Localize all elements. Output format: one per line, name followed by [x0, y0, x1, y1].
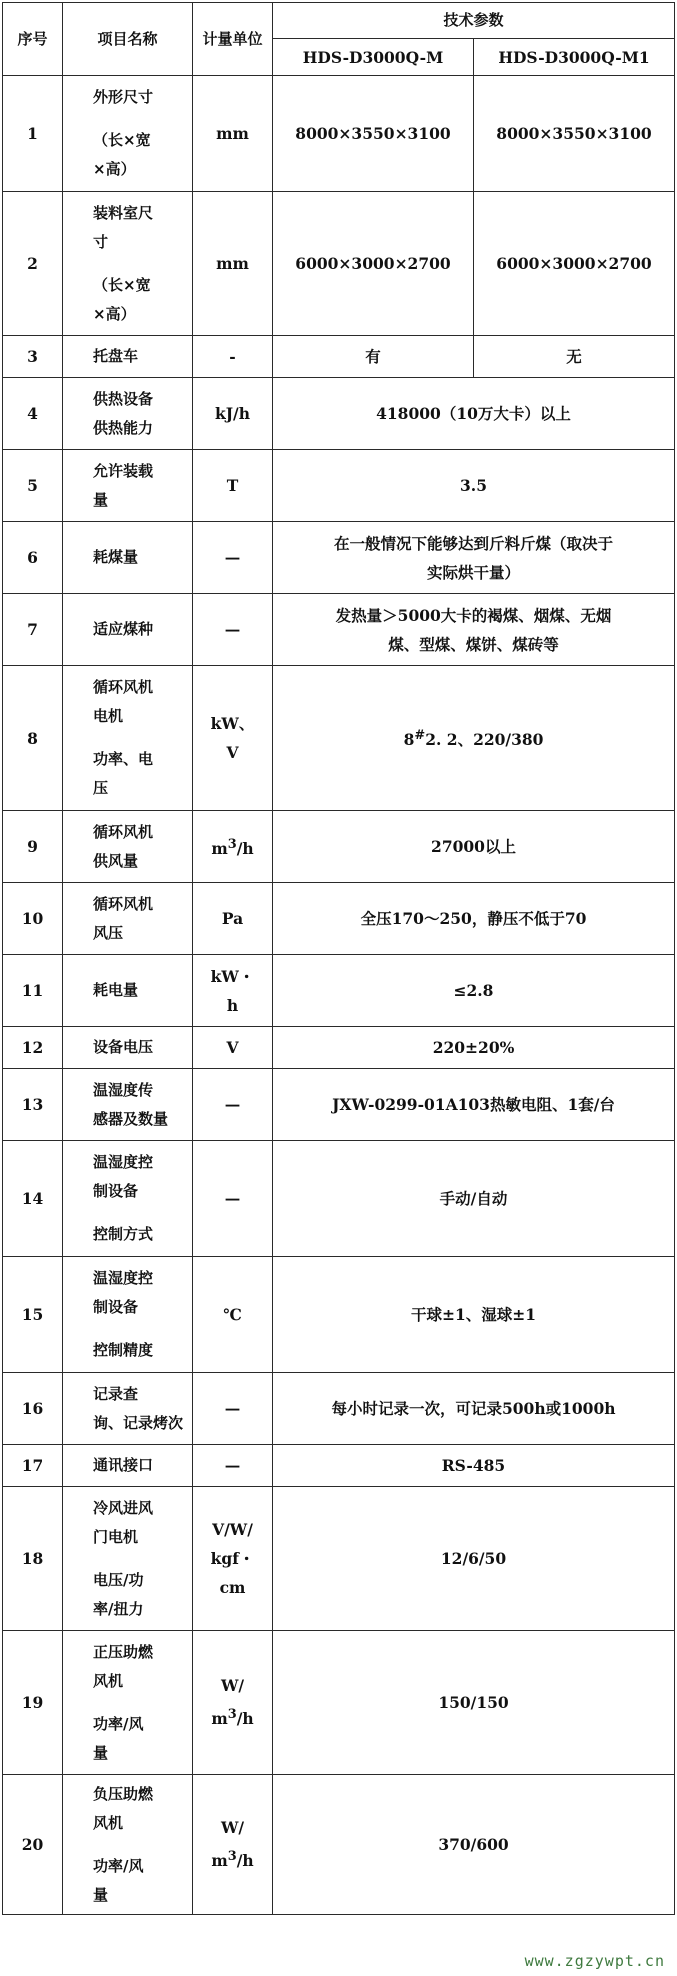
unit-cell: mm [193, 192, 273, 336]
item-name-line: 电压/功 [93, 1570, 144, 1589]
value-line: 发热量＞5000大卡的褐煤、烟煤、无烟 [335, 605, 612, 625]
item-name-line: 制设备 [93, 1298, 139, 1316]
row-number: 7 [3, 594, 63, 666]
item-name-line: （长×宽 [93, 131, 151, 149]
item-name: 设备电压 [63, 1027, 193, 1069]
value-cell-a: 6000×3000×2700 [273, 192, 474, 336]
row-number: 6 [3, 522, 63, 594]
item-name-line: ×高） [93, 304, 136, 323]
item-name-line: 温湿度控 [93, 1153, 154, 1171]
row-number: 9 [3, 811, 63, 883]
row-number: 5 [3, 450, 63, 522]
table-row [3, 1257, 675, 1373]
value-line: 在一般情况下能够达到斤料斤煤（取决于 [334, 533, 614, 553]
row-number: 11 [3, 955, 63, 1027]
table-row [3, 955, 675, 1027]
value-cell: RS-485 [273, 1445, 675, 1487]
row-number: 1 [3, 76, 63, 192]
item-name-line: 风机 [93, 1671, 124, 1690]
item-name-line: 量 [93, 1743, 109, 1762]
unit-cell: — [193, 594, 273, 666]
item-name [63, 1631, 193, 1775]
value-cell [273, 522, 675, 594]
item-name-line: 循环风机 [93, 678, 154, 696]
item-name-line: （长×宽 [93, 275, 151, 294]
unit-line: h [226, 995, 239, 1015]
unit-cell: — [193, 1069, 273, 1141]
header-model-a: HDS-D3000Q-M [273, 39, 474, 76]
spec-table [2, 2, 675, 1915]
table-row [3, 594, 675, 666]
table-row [3, 1487, 675, 1631]
item-name-line: 量 [93, 1885, 109, 1904]
table-row [3, 1631, 675, 1775]
unit-part: m [211, 839, 228, 859]
unit-cell [193, 666, 273, 811]
item-name-line: 风机 [93, 1813, 124, 1832]
item-name [63, 76, 193, 192]
header-unit: 计量单位 [193, 3, 273, 76]
item-name-line: 风压 [93, 923, 124, 942]
unit-cell [193, 1487, 273, 1631]
value-cell [273, 594, 675, 666]
item-name-line: 控制方式 [93, 1225, 154, 1243]
unit-part: /h [236, 1709, 254, 1729]
item-name-line: 控制精度 [93, 1341, 154, 1359]
row-number: 13 [3, 1069, 63, 1141]
unit-line: kW、 [210, 714, 255, 733]
row-number: 15 [3, 1257, 63, 1373]
value-cell: 418000（10万大卡）以上 [273, 378, 675, 450]
value-cell-b: 无 [474, 336, 675, 378]
unit-line: W/ [220, 1676, 245, 1696]
item-name-line: 询、记录烤次 [93, 1413, 184, 1432]
item-name [63, 1775, 193, 1915]
table-row [3, 666, 675, 811]
value-cell: 每小时记录一次，可记录500h或1000h [273, 1373, 675, 1445]
unit-cell: — [193, 522, 273, 594]
value-cell: JXW-0299-01A103热敏电阻、1套/台 [273, 1069, 675, 1141]
item-name-line: 正压助燃 [93, 1642, 154, 1661]
unit-part: /h [236, 839, 254, 859]
table-row [3, 522, 675, 594]
value-cell: 220±20% [273, 1027, 675, 1069]
header-name: 项目名称 [63, 3, 193, 76]
row-number: 3 [3, 336, 63, 378]
row-number: 18 [3, 1487, 63, 1631]
unit-line: W/ [220, 1818, 245, 1838]
item-name-line: 功率/风 [93, 1856, 144, 1875]
table-row [3, 1027, 675, 1069]
unit-sup: 3 [227, 1849, 237, 1865]
unit-cell: kJ/h [193, 378, 273, 450]
value-cell: 手动/自动 [273, 1141, 675, 1257]
value-cell-b: 6000×3000×2700 [474, 192, 675, 336]
item-name-line: 量 [93, 490, 109, 509]
unit-cell: — [193, 1445, 273, 1487]
value-cell: 3.5 [273, 450, 675, 522]
item-name-line: 温湿度传 [93, 1080, 154, 1099]
item-name [63, 666, 193, 811]
unit-part: /h [236, 1851, 254, 1871]
item-name-line: ×高） [93, 160, 136, 178]
item-name-line: 压 [93, 779, 109, 797]
item-name-line: 门电机 [93, 1527, 139, 1546]
unit-cell: Pa [193, 883, 273, 955]
unit-line [199, 1842, 266, 1875]
table-row [3, 883, 675, 955]
unit-cell: ℃ [193, 1257, 273, 1373]
unit-line: V [226, 743, 239, 762]
item-name [63, 378, 193, 450]
item-name [63, 450, 193, 522]
watermark: www.zgzywpt.cn [524, 1952, 665, 1970]
item-name-line: 功率/风 [93, 1714, 144, 1733]
item-name-line: 制设备 [93, 1182, 139, 1200]
row-number: 17 [3, 1445, 63, 1487]
row-number: 16 [3, 1373, 63, 1445]
item-name: 耗电量 [63, 955, 193, 1027]
table-row [3, 76, 675, 192]
table-row [3, 1445, 675, 1487]
item-name-line: 冷风进风 [93, 1498, 154, 1517]
unit-cell: mm [193, 76, 273, 192]
unit-cell [193, 955, 273, 1027]
item-name-line: 功率、电 [93, 750, 154, 768]
item-name [63, 1487, 193, 1631]
header-params: 技术参数 [273, 3, 675, 39]
row-number: 20 [3, 1775, 63, 1915]
value-line: 煤、型煤、煤饼、煤砖等 [388, 634, 559, 654]
table-row [3, 1373, 675, 1445]
unit-cell: — [193, 1373, 273, 1445]
unit-cell: V [193, 1027, 273, 1069]
row-number: 10 [3, 883, 63, 955]
unit-line: kgf・cm [210, 1549, 255, 1597]
header-row [3, 3, 675, 39]
item-name-line: 循环风机 [93, 894, 154, 913]
row-number: 14 [3, 1141, 63, 1257]
item-name-line: 供热能力 [93, 418, 154, 437]
item-name: 耗煤量 [63, 522, 193, 594]
item-name [63, 1141, 193, 1257]
table-row [3, 450, 675, 522]
item-name: 托盘车 [63, 336, 193, 378]
item-name-line: 温湿度控 [93, 1269, 154, 1287]
value-cell: 干球±1、湿球±1 [273, 1257, 675, 1373]
table-row [3, 378, 675, 450]
table-row [3, 1069, 675, 1141]
value-part: 2. 2、220/380 [425, 730, 544, 750]
item-name-line: 率/扭力 [93, 1599, 144, 1618]
item-name-line: 寸 [93, 232, 109, 251]
item-name [63, 1257, 193, 1373]
item-name [63, 883, 193, 955]
unit-cell [193, 811, 273, 883]
unit-cell [193, 1631, 273, 1775]
table-row [3, 1775, 675, 1915]
item-name-line: 装料室尺 [93, 203, 154, 222]
unit-line [199, 1700, 266, 1733]
unit-cell: — [193, 1141, 273, 1257]
value-cell: 12/6/50 [273, 1487, 675, 1631]
value-cell: 370/600 [273, 1775, 675, 1915]
unit-sup: 3 [227, 836, 237, 852]
item-name [63, 1373, 193, 1445]
item-name [63, 1069, 193, 1141]
value-cell-a: 8000×3550×3100 [273, 76, 474, 192]
value-cell: 150/150 [273, 1631, 675, 1775]
unit-line: V/W/ [212, 1520, 253, 1539]
table-row [3, 192, 675, 336]
row-number: 12 [3, 1027, 63, 1069]
unit-line: kW・ [210, 966, 255, 986]
item-name-line: 记录查 [93, 1384, 139, 1403]
value-sup: # [414, 728, 426, 744]
value-cell: ≤2.8 [273, 955, 675, 1027]
item-name [63, 192, 193, 336]
unit-cell: - [193, 336, 273, 378]
row-number: 4 [3, 378, 63, 450]
value-line: 实际烘干量） [427, 562, 521, 582]
item-name-line: 负压助燃 [93, 1784, 154, 1803]
item-name-line: 允许装载 [93, 461, 154, 480]
item-name: 适应煤种 [63, 594, 193, 666]
row-number: 19 [3, 1631, 63, 1775]
item-name-line: 电机 [93, 707, 124, 725]
value-cell-a: 有 [273, 336, 474, 378]
table-row [3, 1141, 675, 1257]
value-cell: 全压170～250，静压不低于70 [273, 883, 675, 955]
unit-cell: T [193, 450, 273, 522]
item-name-line: 循环风机 [93, 822, 154, 841]
row-number: 8 [3, 666, 63, 811]
value-part: 8 [403, 730, 415, 750]
unit-sup: 3 [227, 1707, 237, 1723]
row-number: 2 [3, 192, 63, 336]
item-name-line: 感器及数量 [93, 1109, 169, 1128]
value-cell-b: 8000×3550×3100 [474, 76, 675, 192]
value-cell: 27000以上 [273, 811, 675, 883]
header-seq: 序号 [3, 3, 63, 76]
item-name: 通讯接口 [63, 1445, 193, 1487]
value-cell [273, 666, 675, 811]
item-name [63, 811, 193, 883]
unit-part: m [211, 1709, 228, 1729]
item-name-line: 外形尺寸 [93, 88, 154, 106]
table-row [3, 811, 675, 883]
item-name-line: 供风量 [93, 851, 139, 870]
table-row [3, 336, 675, 378]
unit-part: m [211, 1851, 228, 1871]
header-model-b: HDS-D3000Q-M1 [474, 39, 675, 76]
unit-cell [193, 1775, 273, 1915]
item-name-line: 供热设备 [93, 389, 154, 408]
